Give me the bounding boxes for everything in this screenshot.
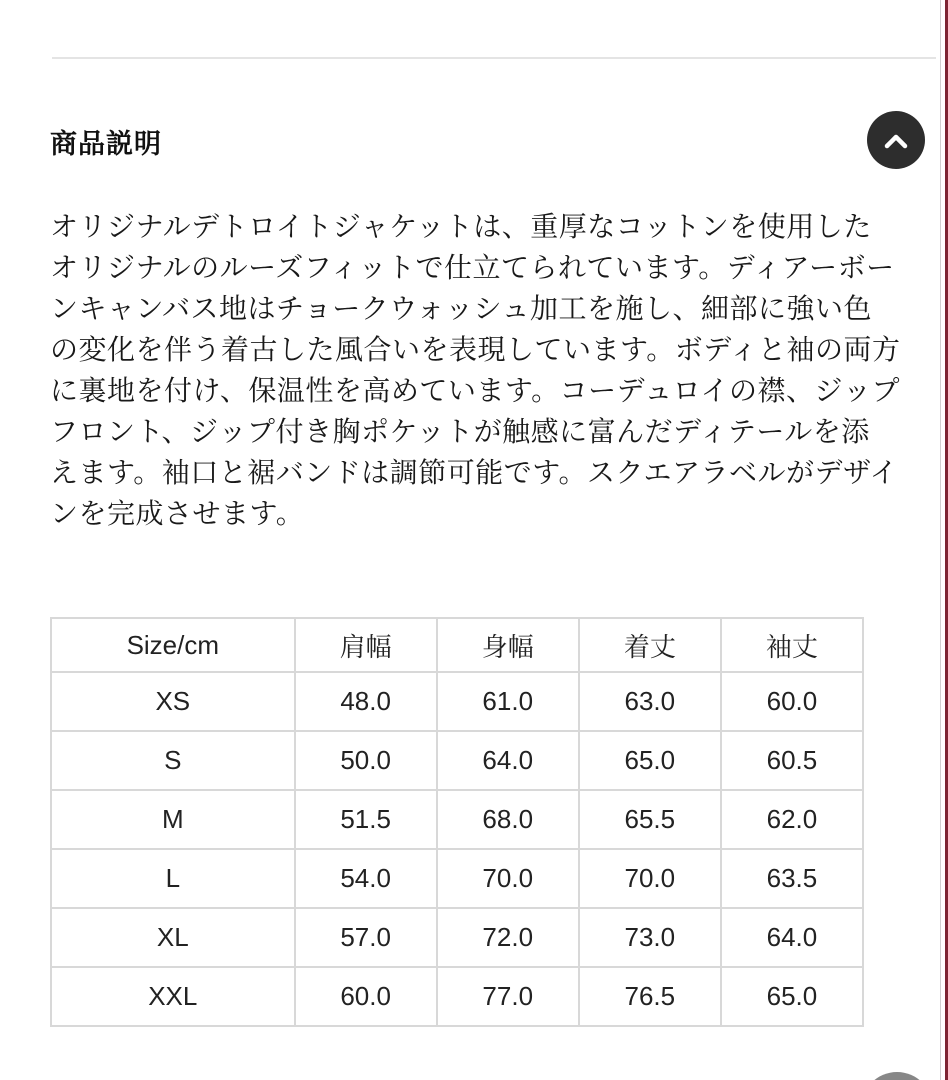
size-table-cell: 60.0	[295, 967, 437, 1026]
size-table-header-cell: 袖丈	[721, 618, 863, 672]
size-table-cell: 65.5	[579, 790, 721, 849]
size-table-row	[51, 908, 863, 967]
description-line: フロント、ジップ付き胸ポケットが触感に富んだディテールを添	[50, 416, 870, 447]
size-table-cell: 50.0	[295, 731, 437, 790]
size-table-cell: M	[51, 790, 295, 849]
content-edge-line	[940, 0, 941, 1080]
size-table-cell: 48.0	[295, 672, 437, 731]
size-table-cell: 65.0	[721, 967, 863, 1026]
size-table-cell: 62.0	[721, 790, 863, 849]
description-line: オリジナルデトロイトジャケットは、重厚なコットンを使用した	[50, 211, 872, 242]
size-table-cell: 73.0	[579, 908, 721, 967]
product-description	[50, 206, 901, 534]
size-table-row	[51, 790, 863, 849]
description-line: ンを完成させます。	[50, 498, 305, 529]
size-table-cell: 77.0	[437, 967, 579, 1026]
size-table-row	[51, 672, 863, 731]
size-table-row	[51, 731, 863, 790]
section-title: 商品説明	[50, 129, 162, 159]
description-line: ンキャンバス地はチョークウォッシュ加工を施し、細部に強い色	[50, 293, 873, 324]
size-table-header-row	[51, 618, 863, 672]
size-table-header-cell: 身幅	[437, 618, 579, 672]
description-line: に裏地を付け、保温性を高めています。コーデュロイの襟、ジップ	[50, 375, 900, 406]
size-table-cell: XXL	[51, 967, 295, 1026]
size-table-cell: 64.0	[437, 731, 579, 790]
size-table-cell: 68.0	[437, 790, 579, 849]
size-table-cell: 76.5	[579, 967, 721, 1026]
size-table-cell: 63.5	[721, 849, 863, 908]
size-table-cell: 60.5	[721, 731, 863, 790]
size-table-cell: XS	[51, 672, 295, 731]
size-table-cell: S	[51, 731, 295, 790]
description-line: の変化を伴う着古した風合いを表現しています。ボディと袖の両方	[50, 334, 901, 365]
description-line: オリジナルのルーズフィットで仕立てられています。ディアーボー	[50, 252, 895, 283]
section-divider	[52, 57, 936, 59]
size-table-cell: 51.5	[295, 790, 437, 849]
size-table	[50, 617, 864, 1027]
size-table-cell: 61.0	[437, 672, 579, 731]
size-table-row	[51, 849, 863, 908]
size-table-cell: 70.0	[579, 849, 721, 908]
size-table-cell: 60.0	[721, 672, 863, 731]
partial-floating-button[interactable]	[861, 1072, 933, 1080]
size-table-cell: 72.0	[437, 908, 579, 967]
size-table-header-cell: 肩幅	[295, 618, 437, 672]
size-table-cell: 65.0	[579, 731, 721, 790]
chevron-up-icon	[884, 133, 908, 149]
description-line: えます。袖口と裾バンドは調節可能です。スクエアラベルがデザイ	[50, 457, 899, 488]
scroll-to-top-button[interactable]	[867, 111, 925, 169]
size-table-cell: XL	[51, 908, 295, 967]
size-table-cell: 54.0	[295, 849, 437, 908]
size-table-row	[51, 967, 863, 1026]
size-table-cell: 63.0	[579, 672, 721, 731]
size-table-cell: L	[51, 849, 295, 908]
size-table-cell: 57.0	[295, 908, 437, 967]
size-table-header-cell: Size/cm	[51, 618, 295, 672]
size-table-header-cell: 着丈	[579, 618, 721, 672]
size-table-cell: 70.0	[437, 849, 579, 908]
size-table-cell: 64.0	[721, 908, 863, 967]
